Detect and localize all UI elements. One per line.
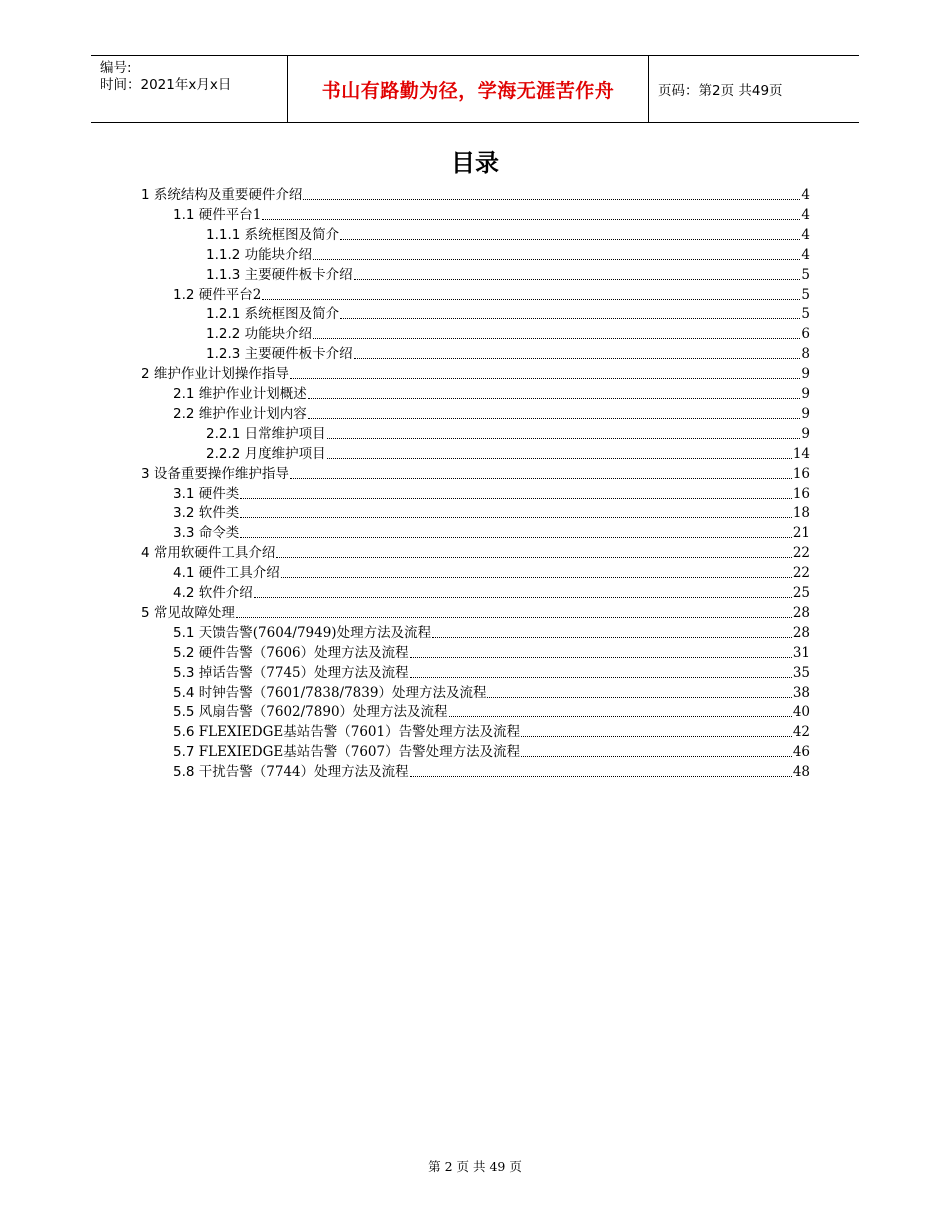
toc-leader-dots — [410, 776, 792, 777]
toc-entry-number: 1.2.2 — [206, 326, 241, 343]
page-header — [91, 55, 859, 123]
toc-entry-text: 命令类 — [198, 525, 240, 542]
toc-entry-text: 系统结构及重要硬件介绍 — [153, 187, 303, 203]
toc-leader-dots — [354, 358, 801, 359]
toc-entry-text: 设备重要操作维护指导 — [153, 465, 289, 482]
toc-entry[interactable] — [141, 184, 810, 204]
header-motto-cell — [287, 56, 649, 122]
toc-leader-dots — [354, 279, 801, 280]
toc-entry-label — [173, 585, 253, 602]
toc-entry-text: 主要硬件板卡介绍 — [244, 266, 353, 283]
toc-leader-dots — [240, 498, 792, 499]
toc-entry[interactable] — [141, 602, 810, 622]
toc-entry-label — [206, 446, 326, 463]
header-meta — [91, 56, 287, 122]
toc-entry-page: 4 — [801, 226, 810, 243]
toc-entry-label — [173, 565, 280, 582]
toc-entry[interactable] — [206, 423, 810, 443]
toc-leader-dots — [521, 736, 792, 737]
toc-entry-number: 4.2 — [173, 585, 195, 601]
toc-entry[interactable] — [206, 264, 810, 284]
toc-entry[interactable] — [173, 562, 810, 582]
toc-entry-number: 1.1.1 — [206, 226, 241, 243]
toc-entry-label — [206, 306, 339, 323]
toc-leader-dots — [327, 458, 792, 459]
page-footer: 第 2 页 共 49 页 — [428, 1159, 522, 1174]
toc-entry-number: 2.1 — [173, 386, 195, 402]
toc-entry-text: 风扇告警（7602/7890）处理方法及流程 — [198, 704, 448, 721]
toc-entry-label — [173, 486, 239, 503]
toc-entry-number: 1.1.2 — [206, 246, 241, 263]
toc-leader-dots — [303, 199, 800, 200]
toc-entry-text: 时钟告警（7601/7838/7839）处理方法及流程 — [198, 684, 487, 701]
toc-entry-number: 1.2 — [173, 286, 195, 303]
toc-entry-label — [206, 426, 326, 443]
toc-entry-label — [173, 525, 239, 542]
toc-entry[interactable] — [173, 701, 810, 721]
toc-entry[interactable] — [173, 622, 810, 642]
toc-entry-label — [173, 744, 520, 761]
toc-entry-page: 38 — [792, 684, 810, 701]
toc-entry-text: 常用软硬件工具介绍 — [153, 545, 276, 562]
toc-entry[interactable] — [141, 363, 810, 383]
toc-leader-dots — [521, 756, 792, 757]
toc-entry-text: 日常维护项目 — [244, 425, 326, 442]
toc-entry-page: 18 — [792, 505, 810, 522]
toc-leader-dots — [340, 318, 800, 319]
toc-entry-text: 功能块介绍 — [244, 326, 313, 343]
page-title: 目录 — [451, 149, 499, 177]
toc-entry[interactable] — [173, 662, 810, 682]
toc-entry-page: 6 — [801, 326, 810, 343]
toc-entry[interactable] — [173, 204, 810, 224]
toc-entry-page: 35 — [792, 664, 810, 681]
toc-entry-text: FLEXIEDGE基站告警（7607）告警处理方法及流程 — [198, 744, 521, 761]
toc-entry-page: 4 — [801, 187, 810, 203]
toc-entry-page: 5 — [801, 266, 810, 283]
code-label: 编号: — [100, 60, 132, 76]
toc-leader-dots — [449, 716, 792, 717]
toc-entry-page: 21 — [792, 525, 810, 542]
toc-leader-dots — [340, 239, 800, 240]
toc-entry-page: 42 — [792, 724, 810, 741]
toc-entry-text: 硬件平台2 — [198, 286, 262, 303]
toc-entry-label — [173, 665, 409, 682]
toc-entry[interactable] — [173, 522, 810, 542]
toc-entry-page: 48 — [792, 764, 810, 781]
toc-entry-text: 常见故障处理 — [153, 604, 235, 621]
toc-entry[interactable] — [173, 682, 810, 702]
toc-entry-label — [141, 187, 302, 204]
toc-entry-label — [206, 247, 312, 264]
toc-entry-number: 4.1 — [173, 565, 195, 582]
toc-entry[interactable] — [173, 284, 810, 304]
toc-entry-number: 2.2 — [173, 405, 195, 422]
toc-entry-text: 硬件工具介绍 — [198, 565, 280, 582]
toc-entry-text: 软件介绍 — [198, 585, 253, 601]
toc-entry-page: 9 — [801, 386, 810, 402]
toc-entry-page: 8 — [801, 346, 810, 363]
toc-entry-label — [173, 386, 307, 403]
toc-entry[interactable] — [173, 761, 810, 781]
toc-entry-label — [173, 704, 448, 721]
toc-entry-number: 3.3 — [173, 525, 195, 542]
toc-entry-number: 1.1.3 — [206, 266, 241, 283]
toc-entry-page: 28 — [792, 604, 810, 621]
toc-entry-text: 天馈告警(7604/7949)处理方法及流程 — [198, 624, 432, 641]
toc-entry-label — [206, 267, 353, 284]
toc-entry-label — [206, 326, 312, 343]
toc-entry-number: 2.2.1 — [206, 425, 241, 442]
toc-entry-page: 9 — [801, 366, 810, 383]
toc-entry-page: 25 — [792, 585, 810, 601]
toc-entry-page: 16 — [792, 465, 810, 482]
toc-entry-number: 5.7 — [173, 744, 195, 761]
toc-leader-dots — [240, 517, 792, 518]
toc-entry-text: 维护作业计划概述 — [198, 386, 307, 402]
toc-entry-text: 维护作业计划操作指导 — [153, 366, 289, 383]
toc-entry-number: 2 — [141, 366, 150, 383]
toc-leader-dots — [262, 299, 800, 300]
toc-entry-label — [173, 207, 261, 224]
toc-entry-page: 5 — [801, 306, 810, 323]
toc-entry[interactable] — [173, 721, 810, 741]
toc-entry-page: 4 — [801, 246, 810, 263]
toc-entry[interactable] — [173, 502, 810, 522]
toc-entry-label — [173, 625, 431, 642]
toc-entry-page: 46 — [792, 744, 810, 761]
toc-entry[interactable] — [141, 542, 810, 562]
toc-entry-label — [173, 724, 520, 741]
toc-entry-text: 硬件类 — [198, 485, 240, 502]
toc-entry[interactable] — [206, 323, 810, 343]
toc-entry-page: 28 — [792, 624, 810, 641]
toc-entry-number: 4 — [141, 545, 150, 562]
toc-leader-dots — [308, 398, 801, 399]
toc-entry-number: 5.1 — [173, 624, 195, 641]
toc-entry-number: 5.2 — [173, 644, 195, 661]
toc-entry-text: 系统框图及简介 — [244, 226, 340, 243]
toc-entry-text: 维护作业计划内容 — [198, 405, 307, 422]
toc-leader-dots — [487, 697, 791, 698]
toc-entry[interactable] — [206, 303, 810, 323]
toc-leader-dots — [276, 557, 791, 558]
toc-entry[interactable] — [206, 443, 810, 463]
toc-entry-page: 9 — [801, 425, 810, 442]
toc-entry-number: 5 — [141, 604, 150, 621]
toc-entry-text: 掉话告警（7745）处理方法及流程 — [198, 664, 409, 681]
toc-entry-page: 22 — [792, 565, 810, 582]
toc-entry-label — [141, 605, 235, 622]
toc-entry-number: 1.2.1 — [206, 306, 241, 323]
toc-entry-label — [173, 685, 486, 702]
toc-entry-text: 硬件平台1 — [198, 206, 262, 223]
toc-entry-page: 31 — [792, 644, 810, 661]
toc-entry[interactable] — [173, 403, 810, 423]
toc-entry[interactable] — [173, 383, 810, 403]
toc-entry-page: 4 — [801, 206, 810, 223]
toc-entry-text: 月度维护项目 — [244, 445, 326, 462]
page-info: 页码：第2页 共49页 — [658, 83, 783, 99]
toc-entry-label — [173, 406, 307, 423]
toc-entry-label — [141, 466, 289, 483]
toc-entry-label — [206, 227, 339, 244]
toc-entry-number: 5.6 — [173, 724, 195, 741]
toc-entry-text: 功能块介绍 — [244, 246, 313, 263]
toc-entry-number: 1 — [141, 187, 150, 203]
toc-entry-page: 22 — [792, 545, 810, 562]
toc-entry-number: 1.2.3 — [206, 346, 241, 363]
toc-entry-label — [141, 545, 275, 562]
toc-entry-text: 软件类 — [198, 505, 240, 522]
toc-leader-dots — [290, 478, 792, 479]
toc-leader-dots — [240, 537, 792, 538]
toc-entry-number: 3 — [141, 465, 150, 482]
toc-entry[interactable] — [173, 483, 810, 503]
toc-leader-dots — [308, 418, 801, 419]
toc-leader-dots — [410, 677, 792, 678]
toc-entry-page: 14 — [792, 445, 810, 462]
toc-entry[interactable] — [206, 224, 810, 244]
toc-entry-number: 3.2 — [173, 505, 195, 522]
time-label: 时间：2021年x月x日 — [100, 77, 232, 93]
toc-leader-dots — [410, 657, 792, 658]
toc-entry-label — [173, 505, 239, 522]
toc-leader-dots — [327, 438, 801, 439]
motto-text: 书山有路勤为径，学海无涯苦作舟 — [321, 79, 615, 102]
toc-entry-number: 1.1 — [173, 206, 195, 223]
toc-entry-label — [206, 346, 353, 363]
toc-leader-dots — [281, 577, 792, 578]
toc-entry-label — [173, 764, 409, 781]
toc-entry-number: 5.8 — [173, 764, 195, 781]
toc-leader-dots — [262, 219, 800, 220]
toc-entry-page: 40 — [792, 704, 810, 721]
toc-entry-page: 9 — [801, 405, 810, 422]
toc-entry-text: FLEXIEDGE基站告警（7601）告警处理方法及流程 — [198, 724, 521, 741]
toc-leader-dots — [313, 259, 800, 260]
header-page-cell — [649, 56, 859, 122]
toc-entry-text: 干扰告警（7744）处理方法及流程 — [198, 764, 409, 781]
toc-entry-text: 系统框图及简介 — [244, 306, 340, 323]
toc-entry-number: 3.1 — [173, 485, 195, 502]
toc-entry-text: 硬件告警（7606）处理方法及流程 — [198, 644, 409, 661]
toc-entry[interactable] — [173, 642, 810, 662]
toc-entry-number: 5.3 — [173, 664, 195, 681]
toc-entry-number: 5.5 — [173, 704, 195, 721]
toc-entry-text: 主要硬件板卡介绍 — [244, 346, 353, 363]
toc-entry-number: 2.2.2 — [206, 445, 241, 462]
toc-entry[interactable] — [141, 463, 810, 483]
toc-leader-dots — [313, 338, 800, 339]
toc-entry[interactable] — [206, 244, 810, 264]
toc-entry[interactable] — [173, 582, 810, 602]
toc-entry-page: 5 — [801, 286, 810, 303]
toc-entry[interactable] — [173, 741, 810, 761]
toc-entry-number: 5.4 — [173, 684, 195, 701]
toc-entry-page: 16 — [792, 485, 810, 502]
toc-leader-dots — [290, 378, 801, 379]
toc-leader-dots — [236, 617, 792, 618]
toc-entry-label — [173, 645, 409, 662]
toc-entry-label — [173, 287, 261, 304]
toc-leader-dots — [254, 597, 792, 598]
toc-entry-label — [141, 366, 289, 383]
toc-leader-dots — [432, 637, 792, 638]
toc-entry[interactable] — [206, 343, 810, 363]
